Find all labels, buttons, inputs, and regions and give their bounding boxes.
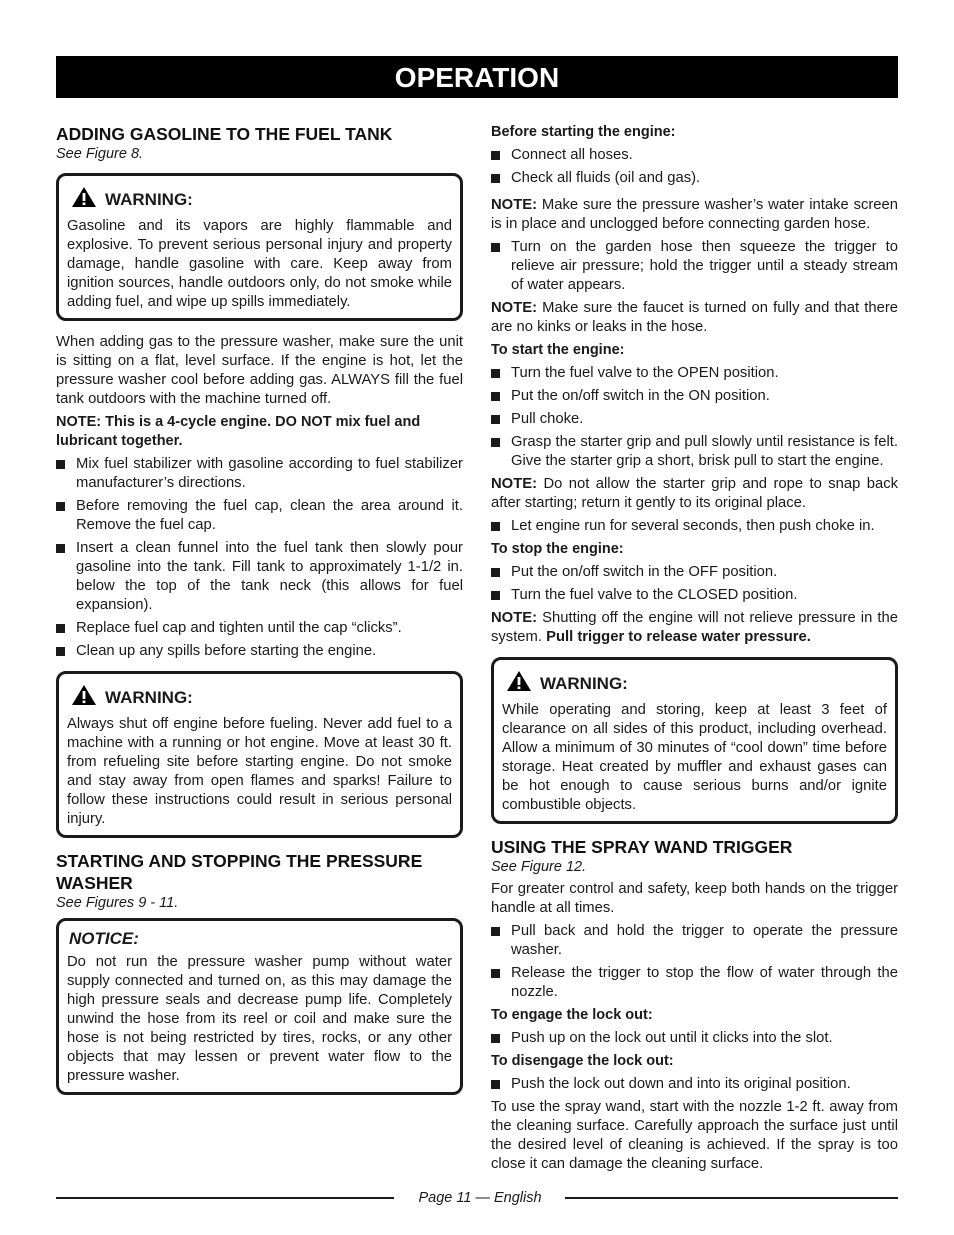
notice-title: NOTICE: (69, 929, 139, 948)
page-footer (56, 1188, 898, 1208)
warning-triangle-icon (71, 186, 97, 213)
warning-title: WARNING: (105, 189, 193, 209)
see-figure-8: See Figure 8. (56, 146, 144, 162)
list-item: Connect all hoses. (491, 146, 898, 165)
warning-box-fueling (56, 671, 463, 838)
section-title-adding-gasoline: ADDING GASOLINE TO THE FUEL TANK (56, 124, 393, 144)
disengage-lockout-heading: To disengage the lock out: (491, 1053, 674, 1069)
paragraph: To use the spray wand, start with the nozzle 1-2 ft. away from the cleaning surface. Carefully approach the surface just until the desired level of cleaning is achieved. If the spray is too close it can damage the cleaning surface. (491, 1099, 898, 1172)
warning-box-gasoline (56, 173, 463, 321)
list-item: Turn the fuel valve to the CLOSED position. (491, 586, 898, 605)
paragraph: When adding gas to the pressure washer, make sure the unit is sitting on a flat, level surface. If the engine is hot, let the pressure washer cool before adding gas. ALWAYS fill the fuel tank outdoors with the machine turned off. (56, 334, 463, 407)
warning-text: Always shut off engine before fueling. Never add fuel to a machine with a running or hot engine. Move at least 30 ft. from refueling site before starting engine. Do not smoke and stay away from open flames and sparks! Failure to follow these instructions could result in serious personal injury. (67, 716, 452, 827)
stop-engine-heading: To stop the engine: (491, 541, 624, 557)
list-item: Check all fluids (oil and gas). (491, 169, 898, 188)
note-shutting-off: NOTE: Shutting off the engine will not relieve pressure in the system. Pull trigger to release water pressure. (491, 610, 898, 645)
warning-triangle-icon (506, 670, 532, 697)
note-4-cycle: NOTE: This is a 4-cycle engine. DO NOT mix fuel and lubricant together. (56, 414, 421, 449)
list-item: Before removing the fuel cap, clean the area around it. Remove the fuel cap. (56, 497, 463, 535)
start-engine-heading: To start the engine: (491, 342, 625, 358)
list-item: Release the trigger to stop the flow of water through the nozzle. (491, 964, 898, 1002)
page-banner: OPERATION (56, 56, 898, 98)
right-column (491, 123, 898, 1178)
notice-text: Do not run the pressure washer pump without water supply connected and turned on, as this may damage the high pressure seals and decrease pump life. Completely unwind the hose from its reel or coil and make sure the hose is not being restricted by tires, rocks, or any other objects that may lessen or prevent water flow to the pressure washer. (67, 954, 452, 1084)
notice-box (56, 918, 463, 1095)
footer-rule-left (56, 1197, 394, 1199)
note-starter-grip: NOTE: Do not allow the starter grip and rope to snap back after starting; return it gently to its original place. (491, 476, 898, 511)
list-item: Insert a clean funnel into the fuel tank then slowly pour gasoline into the tank. Fill tank to approximately 1-1/2 in. below the top of the tank neck (this allows for fuel expansion). (56, 539, 463, 615)
list-item: Push the lock out down and into its original position. (491, 1075, 898, 1094)
list-item: Pull back and hold the trigger to operate the pressure washer. (491, 922, 898, 960)
list-item: Turn the fuel valve to the OPEN position. (491, 364, 898, 383)
list-item: Let engine run for several seconds, then push choke in. (491, 517, 898, 536)
warning-title: WARNING: (105, 687, 193, 707)
list-item: Pull choke. (491, 410, 898, 429)
list-item: Put the on/off switch in the OFF position. (491, 563, 898, 582)
see-figures-9-11: See Figures 9 - 11. (56, 895, 179, 911)
warning-triangle-icon (71, 684, 97, 711)
page-number: Page 11 — English (418, 1190, 542, 1206)
list-item: Grasp the starter grip and pull slowly until resistance is felt. Give the starter grip a short, brisk pull to start the engine. (491, 433, 898, 471)
paragraph: For greater control and safety, keep both hands on the trigger handle at all times. (491, 881, 898, 916)
list-item: Push up on the lock out until it clicks into the slot. (491, 1029, 898, 1048)
warning-title: WARNING: (540, 673, 628, 693)
warning-text: Gasoline and its vapors are highly flammable and explosive. To prevent serious personal injury and property damage, handle gasoline with care. Keep away from ignition sources, handle outdoors only, do not smoke while adding fuel, and wipe up spills immediately. (67, 218, 452, 310)
left-column (56, 123, 463, 1107)
footer-rule-right (565, 1197, 898, 1199)
warning-text: While operating and storing, keep at least 3 feet of clearance on all sides of this product, including overhead. Allow a minimum of 30 minutes of “cool down” time before storage. Heat created by muffler and exhaust gases can be hot enough to cause serious burns and/or ignite combustible objects. (502, 702, 887, 813)
list-item: Put the on/off switch in the ON position. (491, 387, 898, 406)
warning-box-clearance (491, 657, 898, 824)
engage-lockout-heading: To engage the lock out: (491, 1007, 653, 1023)
list-item: Mix fuel stabilizer with gasoline according to fuel stabilizer manufacturer’s directions. (56, 455, 463, 493)
note-faucet: NOTE: Make sure the faucet is turned on fully and that there are no kinks or leaks in the hose. (491, 300, 898, 335)
section-title-spray-wand: USING THE SPRAY WAND TRIGGER (491, 837, 793, 857)
list-item: Turn on the garden hose then squeeze the trigger to relieve air pressure; hold the trigger until a steady stream of water appears. (491, 238, 898, 295)
list-item: Replace fuel cap and tighten until the cap “clicks”. (56, 619, 463, 638)
section-title-starting-stopping: STARTING AND STOPPING THE PRESSURE WASHER (56, 851, 423, 893)
list-item: Clean up any spills before starting the engine. (56, 642, 463, 661)
note-intake-screen: NOTE: Make sure the pressure washer’s water intake screen is in place and unclogged before connecting garden hose. (491, 197, 898, 232)
see-figure-12: See Figure 12. (491, 859, 587, 875)
before-starting-heading: Before starting the engine: (491, 124, 676, 140)
